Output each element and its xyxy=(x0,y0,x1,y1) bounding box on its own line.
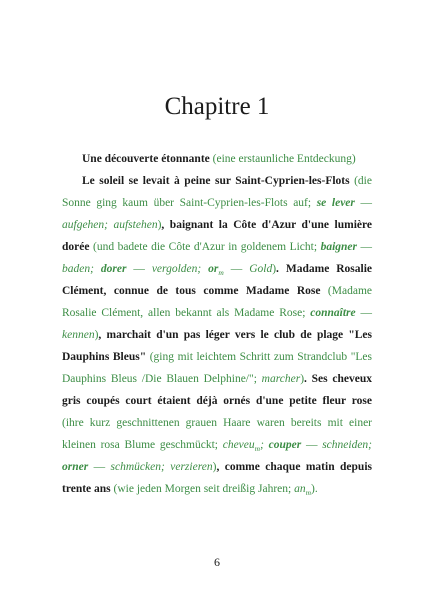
text-line xyxy=(62,456,372,478)
gender-marker: m xyxy=(254,443,261,453)
german-gloss: (ihre kurz geschnittenen grauen Haare waren bereits mit einer xyxy=(62,417,372,429)
text-line xyxy=(62,170,372,192)
text-line xyxy=(62,368,372,390)
vocab-translation: schneiden; xyxy=(322,439,373,451)
german-gloss: (ging mit leichtem Schritt zum Strandclub "Les xyxy=(146,351,372,363)
french-text: . Madame Rosalie xyxy=(276,263,373,275)
paragraph xyxy=(62,148,372,170)
text-line xyxy=(62,478,372,500)
vocab-translation: vergolden; xyxy=(151,263,209,275)
german-gloss: Rosalie Clément, allen bekannt als Madame Rose; xyxy=(62,307,311,319)
french-text: , comme chaque matin depuis xyxy=(216,461,372,473)
vocab-headword: couper xyxy=(268,439,302,451)
text-line xyxy=(62,280,372,302)
german-gloss: Dauphins Bleus /Die Blauen Delphine/"; xyxy=(62,373,262,385)
gender-marker: m xyxy=(218,267,224,277)
text-line xyxy=(62,236,372,258)
german-gloss: ) xyxy=(272,263,277,275)
french-text: Dauphins Bleus" xyxy=(62,351,147,363)
paragraph xyxy=(62,170,372,500)
german-gloss: ) xyxy=(212,461,217,473)
german-gloss: (Madame xyxy=(320,285,372,297)
vocab-headword: baigner xyxy=(320,241,357,253)
german-gloss: (und badete die Côte d'Azur in goldenem Licht; xyxy=(89,241,321,253)
german-gloss: (eine erstaunliche Entdeckung) xyxy=(209,153,356,165)
vocab-translation: marcher xyxy=(261,373,301,385)
vocab-translation: Gold xyxy=(249,263,273,275)
french-text: , marchait d'un pas léger vers le club de plage "Les xyxy=(98,329,372,341)
vocab-translation: ; xyxy=(260,439,269,451)
french-text: dorée xyxy=(62,241,90,253)
vocab-translation: aufgehen; aufstehen xyxy=(62,219,158,231)
text-line xyxy=(62,390,372,412)
german-gloss: ) xyxy=(157,219,162,231)
vocab-translation: baden; xyxy=(62,263,101,275)
vocab-translation: schmücken; verzieren xyxy=(110,461,213,473)
text-block xyxy=(62,148,372,500)
french-text: trente ans xyxy=(62,483,111,495)
vocab-headword: se lever xyxy=(316,197,355,209)
german-gloss: ) xyxy=(300,373,305,385)
text-line xyxy=(62,148,372,170)
text-line xyxy=(62,214,372,236)
german-gloss: — xyxy=(356,241,373,253)
german-gloss: (wie jeden Morgen seit dreißig Jahren; xyxy=(110,483,295,495)
gender-marker: m xyxy=(305,487,311,497)
text-line xyxy=(62,346,372,368)
vocab-translation: kennen xyxy=(62,329,95,341)
text-line xyxy=(62,192,372,214)
german-gloss: ) xyxy=(94,329,99,341)
vocab-headword: or xyxy=(208,263,219,275)
french-text: Clément, connue de tous comme Madame Rose xyxy=(62,285,321,297)
german-gloss: — xyxy=(223,263,250,275)
german-gloss: (die xyxy=(349,175,372,187)
vocab-headword: connaître xyxy=(310,307,356,319)
german-gloss: Sonne ging kaum über Saint-Cyprien-les-Flots auf; xyxy=(62,197,317,209)
text-line xyxy=(62,412,372,434)
vocab-translation: cheveu xyxy=(222,439,255,451)
vocab-translation: an xyxy=(294,483,306,495)
german-gloss: kleinen rosa Blume geschmückt; xyxy=(62,439,223,451)
french-text: . Ses cheveux xyxy=(304,373,372,385)
german-gloss: — xyxy=(126,263,152,275)
text-line xyxy=(62,434,372,456)
text-line xyxy=(62,324,372,346)
german-gloss: — xyxy=(354,197,373,209)
vocab-headword: orner xyxy=(62,461,89,473)
text-line xyxy=(62,258,372,280)
page-number: 6 xyxy=(214,555,220,569)
page-title: Chapitre 1 xyxy=(164,93,270,120)
german-gloss: — xyxy=(301,439,323,451)
french-text: gris coupés court étaient déjà ornés d'une petite fleur rose xyxy=(62,395,372,407)
german-gloss: ). xyxy=(311,483,318,495)
french-text: Une découverte étonnante xyxy=(82,153,210,165)
text-line xyxy=(62,302,372,324)
german-gloss: — xyxy=(88,461,111,473)
vocab-headword: dorer xyxy=(100,263,127,275)
french-text: Le soleil se levait à peine sur Saint-Cyprien-les-Flots xyxy=(82,175,350,187)
french-text: , baignant la Côte d'Azur d'une lumière xyxy=(161,219,372,231)
german-gloss: — xyxy=(355,307,372,319)
